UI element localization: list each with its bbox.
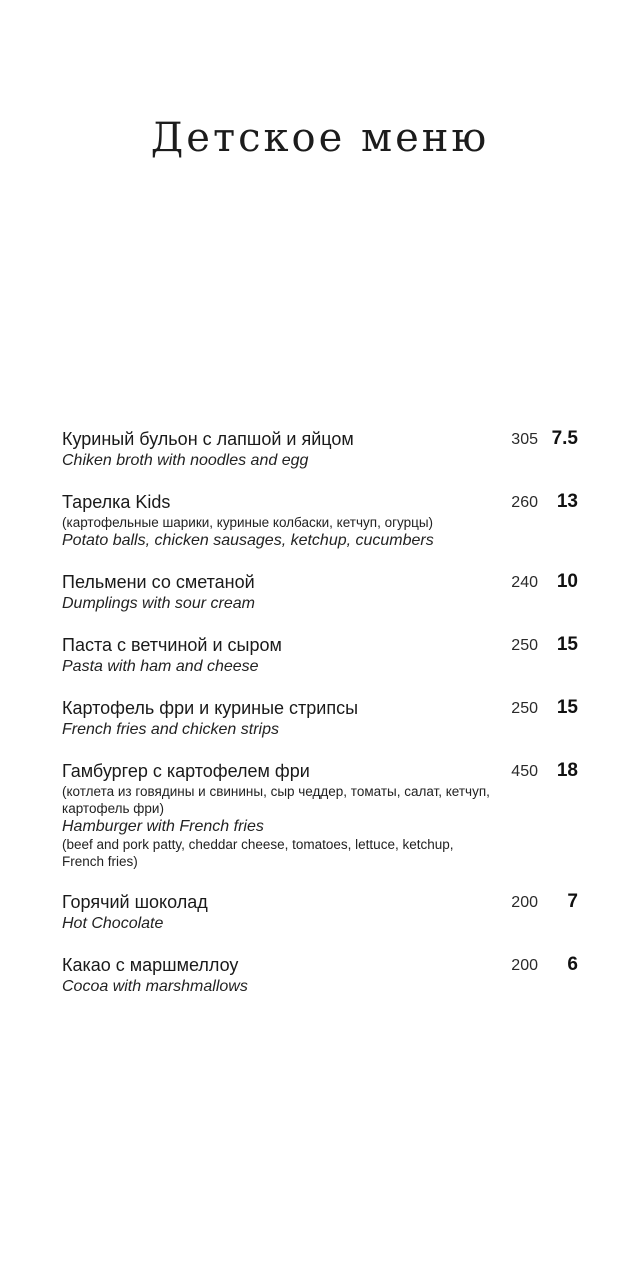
menu-item-kids-plate	[62, 490, 580, 550]
item-description-ru: (котлета из говядины и свинины, сыр чеддер, томаты, салат, кетчуп, картофель фри)	[62, 784, 490, 816]
item-weight: 450	[511, 763, 538, 780]
item-weight: 200	[511, 957, 538, 974]
item-name-ru: Какао с маршмеллоу	[62, 955, 239, 975]
item-name-ru: Картофель фри и куриные стрипсы	[62, 698, 359, 718]
item-description-en: (beef and pork patty, cheddar cheese, tomatoes, lettuce, ketchup, French fries)	[62, 837, 454, 869]
page-title: Детское меню	[150, 115, 490, 161]
item-description-ru: (картофельные шарики, куриные колбаски, кетчуп, огурцы)	[62, 515, 434, 530]
item-name-ru: Тарелка Kids	[62, 492, 171, 512]
item-name-en: Dumplings with sour cream	[62, 595, 255, 612]
item-price: 10	[556, 571, 578, 592]
menu-list	[62, 427, 580, 1016]
item-weight: 250	[511, 637, 538, 654]
item-price: 7	[567, 891, 578, 912]
item-name-en: Potato balls, chicken sausages, ketchup, cucumbers	[62, 532, 434, 549]
item-name-en: Hot Chocolate	[62, 915, 164, 932]
item-name-en: Chiken broth with noodles and egg	[62, 452, 309, 469]
item-price: 15	[556, 697, 578, 718]
menu-item-fries-strips	[62, 696, 580, 739]
item-price: 15	[556, 634, 578, 655]
item-name-ru: Пельмени со сметаной	[62, 572, 255, 592]
menu-item-dumplings	[62, 570, 580, 613]
item-weight: 240	[511, 574, 538, 591]
item-name-ru: Паста с ветчиной и сыром	[62, 635, 282, 655]
menu-item-chicken-broth	[62, 427, 580, 470]
menu-item-cocoa	[62, 953, 580, 996]
item-price: 6	[567, 954, 578, 975]
item-name-en: Pasta with ham and cheese	[62, 658, 259, 675]
menu-item-hamburger	[62, 759, 580, 870]
item-weight: 200	[511, 894, 538, 911]
item-price: 7.5	[551, 428, 578, 449]
item-price: 13	[556, 491, 578, 512]
item-weight: 305	[511, 431, 538, 448]
item-price: 18	[556, 760, 578, 781]
item-name-ru: Горячий шоколад	[62, 892, 208, 912]
item-name-ru: Гамбургер с картофелем фри	[62, 761, 310, 781]
item-name-en: Cocoa with marshmallows	[62, 978, 248, 995]
menu-item-pasta	[62, 633, 580, 676]
item-name-en: French fries and chicken strips	[62, 721, 279, 738]
item-weight: 260	[511, 494, 538, 511]
item-name-en: Hamburger with French fries	[62, 818, 264, 835]
menu-item-hot-chocolate	[62, 890, 580, 933]
item-weight: 250	[511, 700, 538, 717]
item-name-ru: Куриный бульон с лапшой и яйцом	[62, 429, 354, 449]
